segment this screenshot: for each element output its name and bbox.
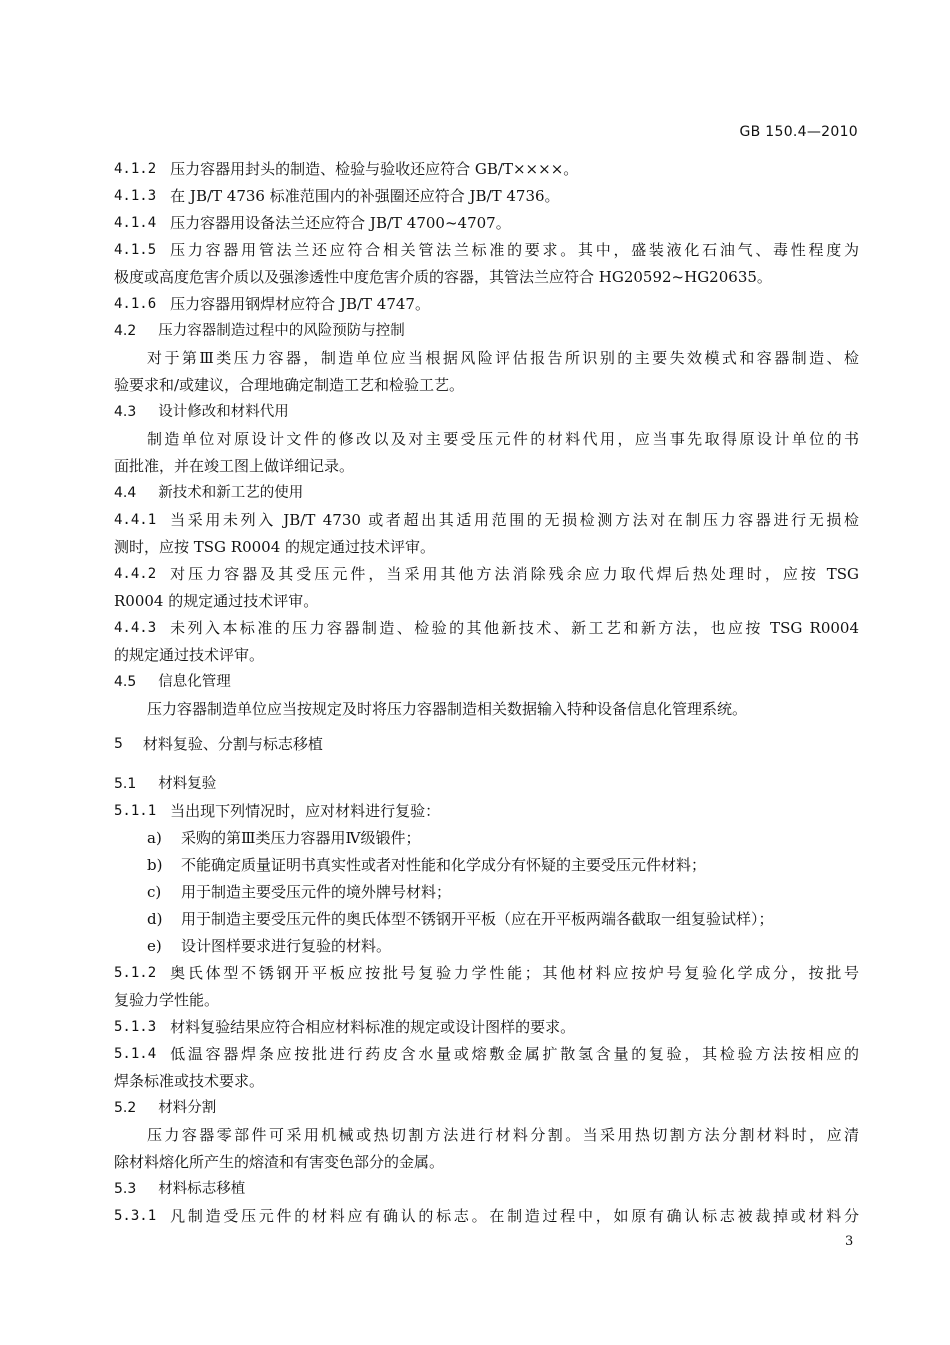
clause-number: 5.1 xyxy=(114,776,137,792)
line-text: 不能确定质量证明书真实性或者对性能和化学成分有怀疑的主要受压元件材料； xyxy=(181,856,707,874)
line-text: 压力容器用封头的制造、检验与验收还应符合 GB/T××××。 xyxy=(170,160,579,178)
line-text: 材料复验结果应符合相应材料标准的规定或设计图样的要求。 xyxy=(170,1018,576,1036)
line-text: 新技术和新工艺的使用 xyxy=(158,485,304,501)
line-text: 用于制造主要受压元件的境外牌号材料； xyxy=(181,883,452,901)
line-text: 在 JB/T 4736 标准范围内的补强圈还应符合 JB/T 4736。 xyxy=(170,187,560,205)
clause-number: 4.3 xyxy=(114,404,137,420)
subsection-heading xyxy=(114,399,859,426)
list-label: b) xyxy=(147,856,163,874)
line-text: 当出现下列情况时，应对材料进行复验： xyxy=(170,802,441,820)
clause-number: 4.1.6 xyxy=(114,296,157,312)
line-text: 制造单位对原设计文件的修改以及对主要受压元件的材料代用，应当事先取得原设计单位的书 xyxy=(147,430,859,448)
line-text: 焊条标准或技术要求。 xyxy=(114,1072,265,1090)
line-text: 设计图样要求进行复验的材料。 xyxy=(181,937,392,955)
text-line xyxy=(114,372,859,399)
list-item xyxy=(114,933,859,960)
clause-number: 4.4.2 xyxy=(114,566,157,582)
line-text: 凡制造受压元件的材料应有确认的标志。在制造过程中，如原有确认标志被裁掉或材料分 xyxy=(170,1207,859,1225)
text-line xyxy=(114,237,859,264)
line-text: 材料分割 xyxy=(158,1100,217,1116)
clause-number: 5.3 xyxy=(114,1181,137,1197)
subsection-heading xyxy=(114,1095,859,1122)
clause-number: 4.5 xyxy=(114,674,137,690)
clause-number: 4.4.3 xyxy=(114,620,157,636)
line-text: 验要求和/或建议，合理地确定制造工艺和检验工艺。 xyxy=(114,376,465,394)
text-line xyxy=(114,561,859,588)
line-text: 压力容器用钢焊材应符合 JB/T 4747。 xyxy=(170,295,430,313)
text-line xyxy=(114,453,859,480)
subsection-heading xyxy=(114,480,859,507)
text-line xyxy=(114,264,859,291)
text-line xyxy=(114,183,859,210)
section-heading xyxy=(114,731,859,758)
text-line xyxy=(114,696,859,723)
text-line xyxy=(114,615,859,642)
line-text: 压力容器制造单位应当按规定及时将压力容器制造相关数据输入特种设备信息化管理系统。 xyxy=(147,700,748,718)
document-body xyxy=(114,156,859,1230)
line-text: 压力容器用设备法兰还应符合 JB/T 4700~4707。 xyxy=(170,214,511,232)
line-text: 极度或高度危害介质以及强渗透性中度危害介质的容器，其管法兰应符合 HG20592~HG20635。 xyxy=(114,268,772,286)
text-line xyxy=(114,291,859,318)
list-item xyxy=(114,906,859,933)
list-label: c) xyxy=(147,883,162,901)
clause-number: 5.3.1 xyxy=(114,1208,157,1224)
clause-number: 4.2 xyxy=(114,323,137,339)
text-line xyxy=(114,588,859,615)
line-text: 复验力学性能。 xyxy=(114,991,220,1009)
line-text: 材料标志移植 xyxy=(158,1181,246,1197)
line-text: 信息化管理 xyxy=(158,674,231,690)
list-label: a) xyxy=(147,829,162,847)
clause-number: 4.1.2 xyxy=(114,161,157,177)
clause-number: 4.1.3 xyxy=(114,188,157,204)
clause-number: 5 xyxy=(114,736,123,752)
text-line xyxy=(114,1041,859,1068)
line-text: 除材料熔化所产生的熔渣和有害变色部分的金属。 xyxy=(114,1153,445,1171)
subsection-heading xyxy=(114,318,859,345)
clause-number: 4.4 xyxy=(114,485,137,501)
subsection-heading xyxy=(114,1176,859,1203)
text-line xyxy=(114,1149,859,1176)
list-label: e) xyxy=(147,937,162,955)
list-item xyxy=(114,852,859,879)
line-text: 压力容器零部件可采用机械或热切割方法进行材料分割。当采用热切割方法分割材料时，应清 xyxy=(147,1126,859,1144)
line-text: 面批准，并在竣工图上做详细记录。 xyxy=(114,457,355,475)
text-line xyxy=(114,1203,859,1230)
clause-number: 5.2 xyxy=(114,1100,137,1116)
page-number: 3 xyxy=(845,1234,854,1249)
clause-number: 4.1.4 xyxy=(114,215,157,231)
line-text: 压力容器用管法兰还应符合相关管法兰标准的要求。其中，盛装液化石油气、毒性程度为 xyxy=(170,241,859,259)
clause-number: 4.1.5 xyxy=(114,242,157,258)
text-line xyxy=(114,1122,859,1149)
list-label: d) xyxy=(147,910,163,928)
line-text: 对压力容器及其受压元件，当采用其他方法消除残余应力取代焊后热处理时，应按 TSG xyxy=(170,565,859,583)
standard-code: GB 150.4—2010 xyxy=(739,124,858,140)
line-text: 对于第Ⅲ类压力容器，制造单位应当根据风险评估报告所识别的主要失效模式和容器制造、检 xyxy=(147,349,859,367)
line-text: 奥氏体型不锈钢开平板应按批号复验力学性能；其他材料应按炉号复验化学成分，按批号 xyxy=(170,964,859,982)
clause-number: 5.1.3 xyxy=(114,1019,157,1035)
list-item xyxy=(114,825,859,852)
line-text: 采购的第Ⅲ类压力容器用Ⅳ级锻件； xyxy=(181,829,421,847)
line-text: 材料复验 xyxy=(158,776,217,792)
line-text: R0004 的规定通过技术评审。 xyxy=(114,592,319,610)
line-text: 当采用未列入 JB/T 4730 或者超出其适用范围的无损检测方法对在制压力容器进行无损检 xyxy=(170,511,859,529)
line-text: 测时，应按 TSG R0004 的规定通过技术评审。 xyxy=(114,538,436,556)
line-text: 压力容器制造过程中的风险预防与控制 xyxy=(158,323,405,339)
line-text: 低温容器焊条应按批进行药皮含水量或熔敷金属扩散氢含量的复验，其检验方法按相应的 xyxy=(170,1045,859,1063)
text-line xyxy=(114,987,859,1014)
text-line xyxy=(114,1068,859,1095)
list-item xyxy=(114,879,859,906)
clause-number: 5.1.1 xyxy=(114,803,157,819)
text-line xyxy=(114,507,859,534)
clause-number: 5.1.2 xyxy=(114,965,157,981)
text-line xyxy=(114,534,859,561)
text-line xyxy=(114,210,859,237)
subsection-heading xyxy=(114,669,859,696)
text-line xyxy=(114,426,859,453)
text-line xyxy=(114,345,859,372)
text-line xyxy=(114,642,859,669)
line-text: 设计修改和材料代用 xyxy=(158,404,289,420)
line-text: 未列入本标准的压力容器制造、检验的其他新技术、新工艺和新方法，也应按 TSG R0004 xyxy=(170,619,859,637)
clause-number: 5.1.4 xyxy=(114,1046,157,1062)
text-line xyxy=(114,156,859,183)
clause-number: 4.4.1 xyxy=(114,512,157,528)
line-text: 的规定通过技术评审。 xyxy=(114,646,265,664)
line-text: 材料复验、分割与标志移植 xyxy=(142,735,323,753)
text-line xyxy=(114,1014,859,1041)
line-text: 用于制造主要受压元件的奥氏体型不锈钢开平板（应在开平板两端各截取一组复验试样）； xyxy=(181,910,774,928)
subsection-heading xyxy=(114,771,859,798)
text-line xyxy=(114,798,859,825)
text-line xyxy=(114,960,859,987)
